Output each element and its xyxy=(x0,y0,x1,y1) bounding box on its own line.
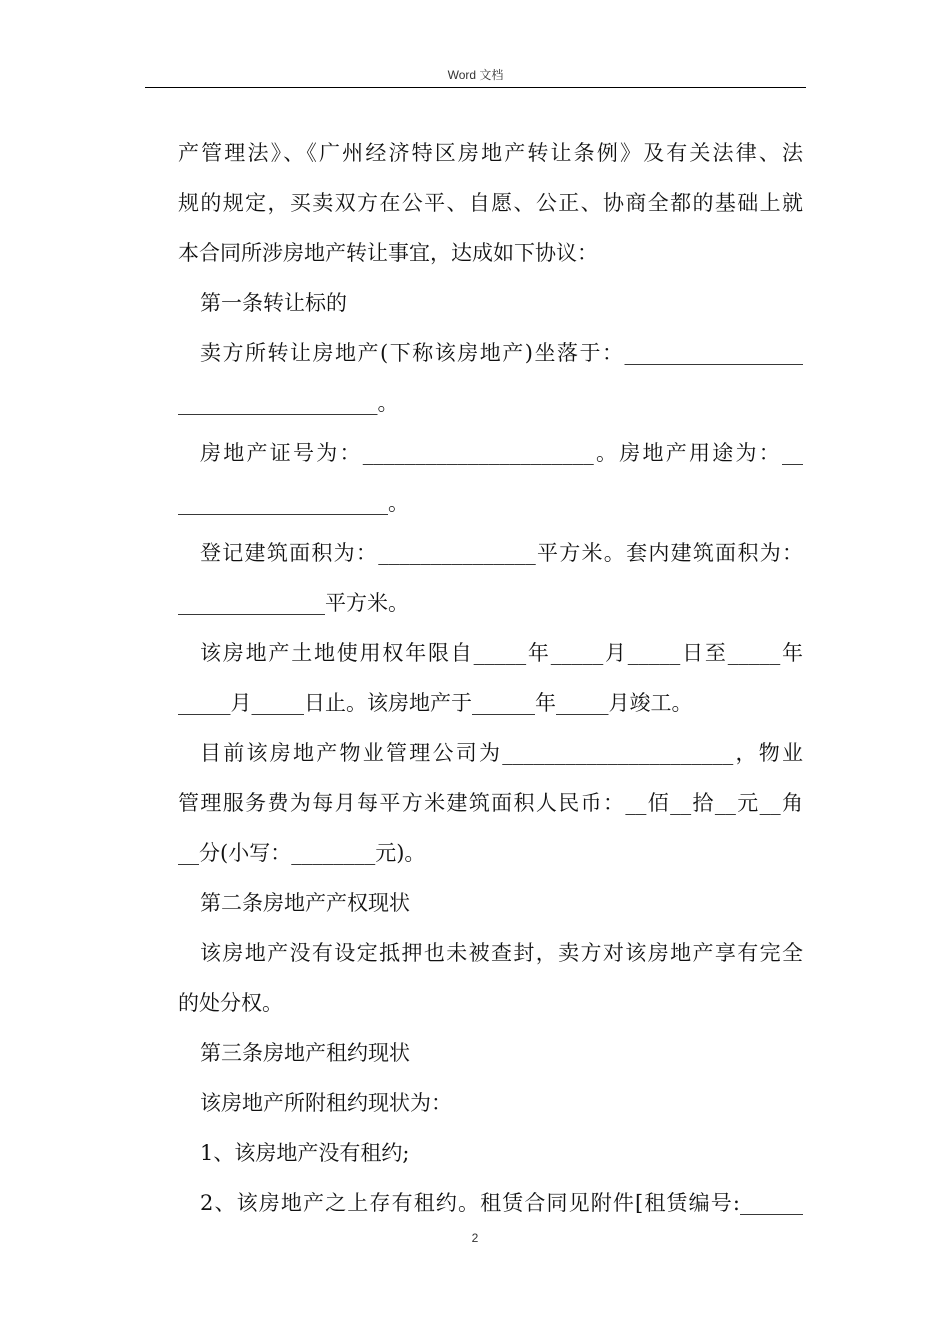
text-line: 该房地产没有设定抵押也未被查封，卖方对该房地产享有完全 xyxy=(200,941,803,965)
text-line: 2、该房地产之上存有租约。租赁合同见附件[租赁编号:______ xyxy=(200,1191,803,1215)
text-line: 卖方所转让房地产(下称该房地产)坐落于：_________________ xyxy=(200,341,803,365)
text-line: 的处分权。 xyxy=(178,991,283,1015)
text-line: 目前该房地产物业管理公司为______________________，物业 xyxy=(200,741,803,765)
text-line: __分(小写：________元)。 xyxy=(178,841,426,865)
text-line: 管理服务费为每月每平方米建筑面积人民币：__佰__拾__元__角 xyxy=(178,791,803,815)
header-divider xyxy=(145,87,806,88)
page-header: Word 文档 xyxy=(447,68,504,82)
document-body xyxy=(178,128,803,1228)
text-line: 1、该房地产没有租约; xyxy=(200,1141,410,1165)
text-line: ____________________。 xyxy=(178,491,409,515)
text-line: _____月_____日止。该房地产于______年_____月竣工。 xyxy=(178,691,693,715)
text-line: 本合同所涉房地产转让事宜，达成如下协议： xyxy=(178,241,598,265)
section-heading: 第一条转让标的 xyxy=(200,291,347,315)
text-line: 该房地产土地使用权年限自_____年_____月_____日至_____年 xyxy=(200,641,803,665)
section-heading: 第二条房地产产权现状 xyxy=(200,891,410,915)
text-line: 产管理法》、《广州经济特区房地产转让条例》及有关法律、法 xyxy=(178,141,803,165)
text-line: 登记建筑面积为：_______________平方米。套内建筑面积为： xyxy=(200,541,803,565)
text-line: 该房地产所附租约现状为： xyxy=(200,1091,452,1115)
text-line: ___________________。 xyxy=(178,391,399,415)
text-line: 规的规定，买卖双方在公平、自愿、公正、协商全都的基础上就 xyxy=(178,191,803,215)
page-number: 2 xyxy=(471,1231,479,1245)
text-line: ______________平方米。 xyxy=(178,591,409,615)
section-heading: 第三条房地产租约现状 xyxy=(200,1041,410,1065)
text-line: 房地产证号为：______________________。房地产用途为：__ xyxy=(200,441,803,465)
